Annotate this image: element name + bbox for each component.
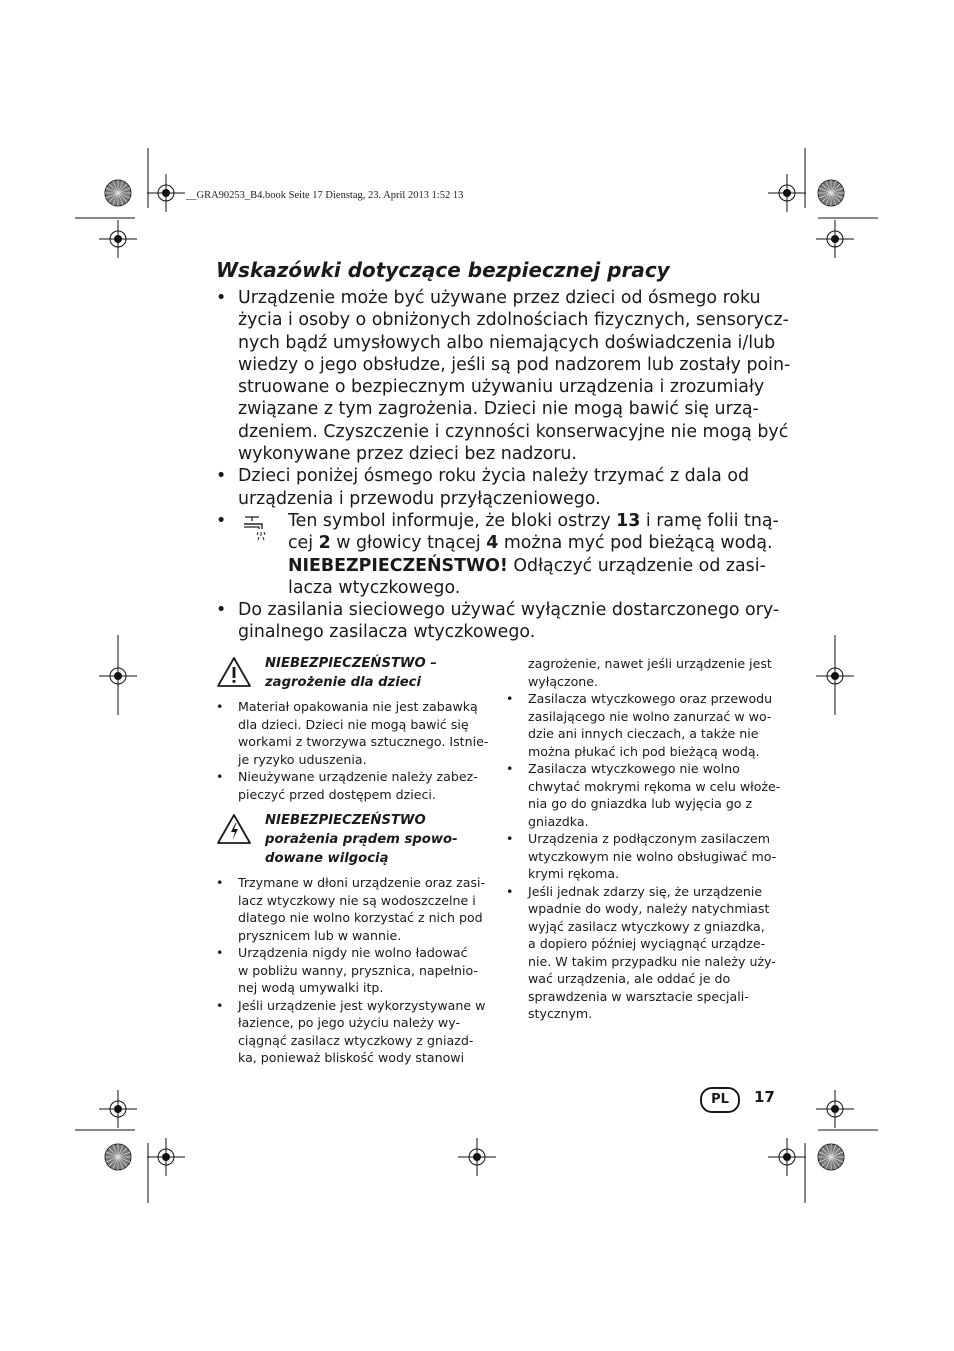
bullet-item: • Zasilacza wtyczkowego oraz przewodu zasilającego nie wolno zanurzać w wo- dzie ani innych cieczach, a także nie można płukać ich pod bieżącą wodą.	[506, 691, 773, 759]
electric-shock-warning-icon	[216, 813, 252, 845]
bullet-item: • Materiał opakowania nie jest zabawką dla dzieci. Dzieci nie mogą bawić się workami z tworzywa sztucznego. Istnie- je ryzyko uduszenia.	[216, 699, 489, 767]
bullet-item: • Nieużywane urządzenie należy zabez- pieczyć przed dostępem dzieci.	[216, 769, 478, 802]
section-title: Wskazówki dotyczące bezpiecznej pracy	[216, 258, 670, 282]
bullet-item: • Urządzenie może być używane przez dzieci od ósmego roku życia i osoby o obniżonych zdolnościach fizycznych, sensorycz- nych bądź umysłowych albo niemających doświadczenia i/lub wiedzy o jego obsłudze, jeśli są pod nadzorem lub zostały poin- struowane o bezpiecznym używaniu urządzenia i zrozumiały związane z tym zagrożenia. Dzieci nie mogą bawić się urzą- dzeniem. Czyszczenie i czynności konserwacyjne nie mogą być wykonywane przez dzieci bez nadzoru.	[216, 288, 791, 465]
main-bullet-list	[216, 287, 791, 644]
bullet-item: • Trzymane w dłoni urządzenie oraz zasi- lacz wtyczkowy nie są wodoszczelne i dlatego nie wolno korzystać z nich pod prysznicem lub w wannie.	[216, 875, 486, 943]
page-number: 17	[754, 1088, 775, 1106]
bullet-item: • Jeśli urządzenie jest wykorzystywane w łazience, po jego użyciu należy wy- ciągnąć zasilacz wtyczkowy z gniazd- ka, ponieważ bliskość wody stanowi	[216, 997, 486, 1065]
bullet-dot: •	[216, 875, 224, 890]
bullet-item: • Urządzenia z podłączonym zasilaczem wtyczkowym nie wolno obsługiwać mo- krymi rękoma.	[506, 831, 777, 881]
bullet-dot: •	[216, 288, 227, 308]
bullet-dot: •	[216, 466, 227, 487]
bullet-dot: •	[506, 831, 514, 846]
bullet-dot: •	[506, 883, 514, 899]
language-badge: PL	[700, 1087, 740, 1113]
bullet-dot: •	[506, 691, 514, 706]
bullet-dot: •	[216, 769, 224, 784]
rinse-under-tap-icon	[239, 514, 271, 546]
bullet-item: • Urządzenia nigdy nie wolno ładować w pobliżu wanny, prysznica, napełnio- nej wodą umywalki itp.	[216, 945, 478, 995]
right-column	[506, 655, 788, 1023]
file-info-header: __GRA90253_B4.book Seite 17 Dienstag, 23. April 2013 1:52 13	[186, 190, 464, 201]
water-symbol-bullet: • Ten symbol informuje, że bloki ostrzy 13 i ramę folii tną- cej 2 w głowicy tnącej 4 można myć pod bieżącą wodą. NIEBEZPIECZEŃSTWO! Odłączyć urządzenie od zasi- lacza wtyczkowego.	[216, 510, 779, 598]
bullet-dot: •	[216, 945, 224, 960]
bullet-dot: •	[506, 761, 514, 776]
left-column	[216, 654, 496, 1067]
continued-text: zagrożenie, nawet jeśli urządzenie jest wyłączone.	[528, 656, 772, 689]
warning-children: NIEBEZPIECZEŃSTWO – zagrożenie dla dzieci	[216, 654, 496, 692]
bullet-dot: •	[216, 997, 224, 1013]
danger-label: NIEBEZPIECZEŃSTWO!	[288, 555, 508, 576]
warning-electric-shock: NIEBEZPIECZEŃSTWO porażenia prądem spowo- dowane wilgocią	[216, 811, 496, 868]
bullet-item: • Jeśli jednak zdarzy się, że urządzenie wpadnie do wody, należy natychmiast wyjąć zasilacz wtyczkowy z gniazdka, a dopiero później wyciągnąć urządze- nie. W takim przypadku nie należy uży- wać urządzenia, ale oddać je do sprawdzenia w warsztacie specjali- stycznym.	[506, 883, 776, 1021]
bullet-item: • Do zasilania sieciowego używać wyłącznie dostarczonego ory- ginalnego zasilacza wtyczkowego.	[216, 600, 780, 643]
bullet-dot: •	[216, 699, 224, 714]
bullet-dot: •	[216, 600, 227, 621]
warning-triangle-icon	[216, 656, 252, 688]
bullet-dot: •	[216, 510, 227, 531]
bullet-item: • Dzieci poniżej ósmego roku życia należy trzymać z dala od urządzenia i przewodu przyłączeniowego.	[216, 466, 750, 509]
bullet-item: • Zasilacza wtyczkowego nie wolno chwytać mokrymi rękoma w celu włoże- nia go do gniazdka lub wyjęcia go z gniazdka.	[506, 761, 781, 829]
